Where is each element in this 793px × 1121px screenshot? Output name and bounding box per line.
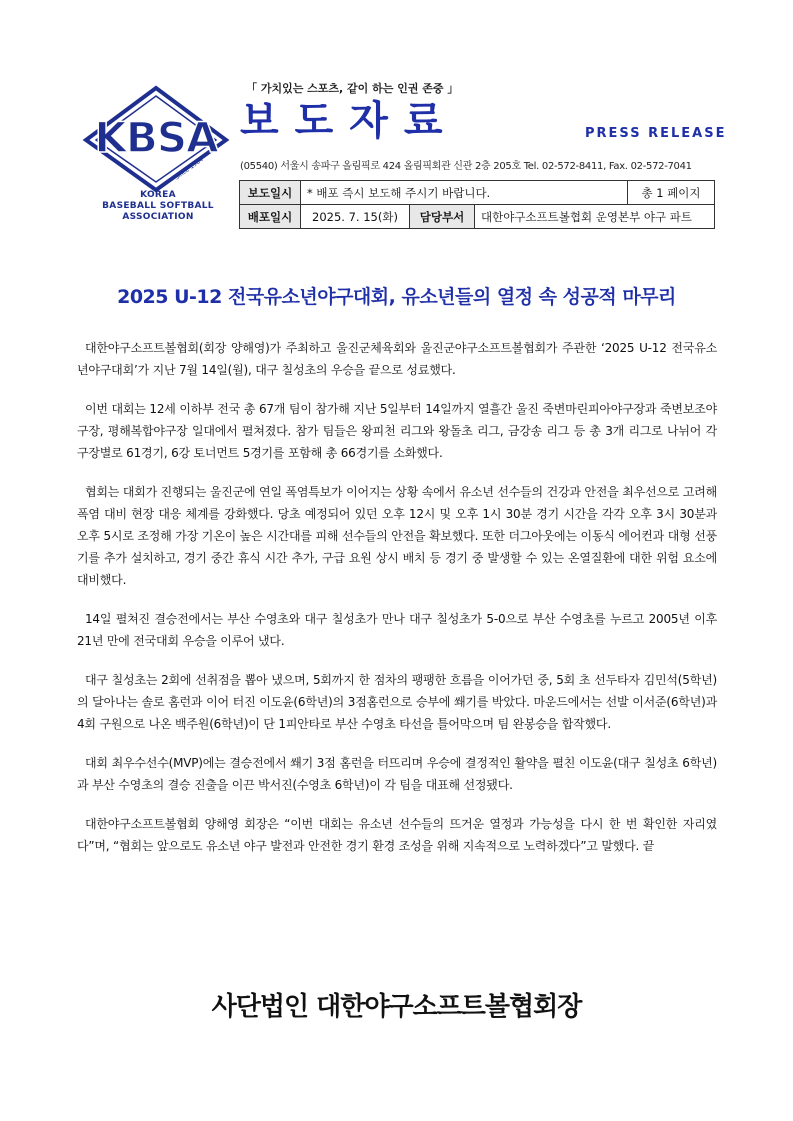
paragraph: 대한야구소프트볼협회(회장 양해영)가 주최하고 울진군체육회와 울진군야구소프트볼협회가 주관한 ‘2025 U-12 전국유소년야구대회’가 지난 7월 14일(월), 대구 칠성초의 우승을 끝으로 성료했다.	[77, 341, 717, 377]
release-date-value: 2025. 7. 15(화)	[301, 205, 410, 229]
article-body	[77, 337, 717, 874]
info-row-release	[240, 205, 715, 229]
kbsa-logo	[78, 84, 238, 234]
paragraph: 협회는 대회가 진행되는 울진군에 연일 폭염특보가 이어지는 상황 속에서 유소년 선수들의 건강과 안전을 최우선으로 고려해 폭염 대비 현장 대응 체계를 강화했다. 당초 예정되어 있던 오후 12시 및 오후 1시 30분 경기 시간을 각각 오후 3시 30분과 오후 5시로 조정해 가장 기온이 높은 시간대를 피해 선수들의 안전을 확보했다. 또한 더그아웃에는 이동식 에어컨과 대형 선풍기를 추가 설치하고, 경기 중간 휴식 시간 추가, 구급 요원 상시 배치 등 경기 중 발생할 수 있는 온열질환에 대한 위험 요소에 대비했다.	[77, 485, 717, 587]
logo-subtitle	[78, 190, 238, 223]
kbsa-diamond-icon	[78, 84, 238, 194]
report-date-label: 보도일시	[240, 181, 301, 205]
info-table	[239, 180, 715, 229]
press-release-label: PRESS RELEASE	[585, 126, 727, 141]
page-title: 보도자료	[240, 98, 459, 144]
signature: 사단법인 대한야구소프트볼협회장	[211, 992, 582, 1022]
pages-value: 총 1 페이지	[628, 181, 715, 205]
paragraph: 이번 대회는 12세 이하부 전국 총 67개 팀이 참가해 지난 5일부터 14일까지 열흘간 울진 죽변마린피아야구장과 죽변보조야구장, 평해복합야구장 일대에서 펼쳐졌다. 참가 팀들은 왕피천 리그와 왕돌초 리그, 금강송 리그 등 총 3개 리그로 나뉘어 각 구장별로 61경기, 6강 토너먼트 5경기를 포함해 총 66경기를 소화했다.	[77, 402, 717, 460]
info-row-report	[240, 181, 715, 205]
paragraph: 14일 펼쳐진 결승전에서는 부산 수영초와 대구 칠성초가 만나 대구 칠성초가 5-0으로 부산 수영초를 누르고 2005년 이후 21년 만에 전국대회 우승을 이루어 냈다.	[77, 612, 717, 648]
release-date-label: 배포일시	[240, 205, 301, 229]
dept-label: 담당부서	[410, 205, 475, 229]
logo-main-text: KBSA	[94, 113, 218, 162]
headline: 2025 U-12 전국유소년야구대회, 유소년들의 열정 속 성공적 마무리	[117, 286, 676, 308]
report-date-value: * 배포 즉시 보도해 주시기 바랍니다.	[301, 181, 628, 205]
logo-sub-line-1: KOREA	[140, 190, 176, 200]
paragraph: 대한야구소프트볼협회 양해영 회장은 “이번 대회는 유소년 선수들의 뜨거운 열정과 가능성을 다시 한 번 확인한 자리였다”며, “협회는 앞으로도 유소년 야구 발전과 안전한 경기 환경 조성을 위해 지속적으로 노력하겠다”고 말했다. 끝	[77, 817, 717, 853]
paragraph: 대회 최우수선수(MVP)에는 결승전에서 쐐기 3점 홈런을 터뜨리며 우승에 결정적인 활약을 펼친 이도윤(대구 칠성초 6학년)과 부산 수영초의 결승 진출을 이끈 박서진(수영초 6학년)이 각 팀을 대표해 선정됐다.	[77, 756, 717, 792]
logo-since-text: Since 1964	[173, 156, 205, 182]
address-line: (05540) 서울시 송파구 올림픽로 424 올림픽회관 신관 2층 205호 Tel. 02-572-8411, Fax. 02-572-7041	[240, 161, 692, 172]
logo-sub-line-2: BASEBALL SOFTBALL	[102, 201, 214, 211]
paragraph: 대구 칠성초는 2회에 선취점을 뽑아 냈으며, 5회까지 한 점차의 팽팽한 흐름을 이어가던 중, 5회 초 선두타자 김민석(5학년)의 달아나는 솔로 홈런과 이어 터진 이도윤(6학년)의 3점홈런으로 승부에 쐐기를 박았다. 마운드에서는 선발 이서준(6학년)과 4회 구원으로 나온 백주원(6학년)이 단 1피안타로 부산 수영초 타선을 틀어막으며 팀 완봉승을 합작했다.	[77, 673, 717, 731]
dept-value: 대한야구소프트볼협회 운영본부 야구 파트	[475, 205, 715, 229]
slogan: 「 가치있는 스포츠, 같이 하는 인권 존중 」	[246, 82, 459, 95]
logo-sub-line-3: ASSOCIATION	[122, 212, 194, 222]
